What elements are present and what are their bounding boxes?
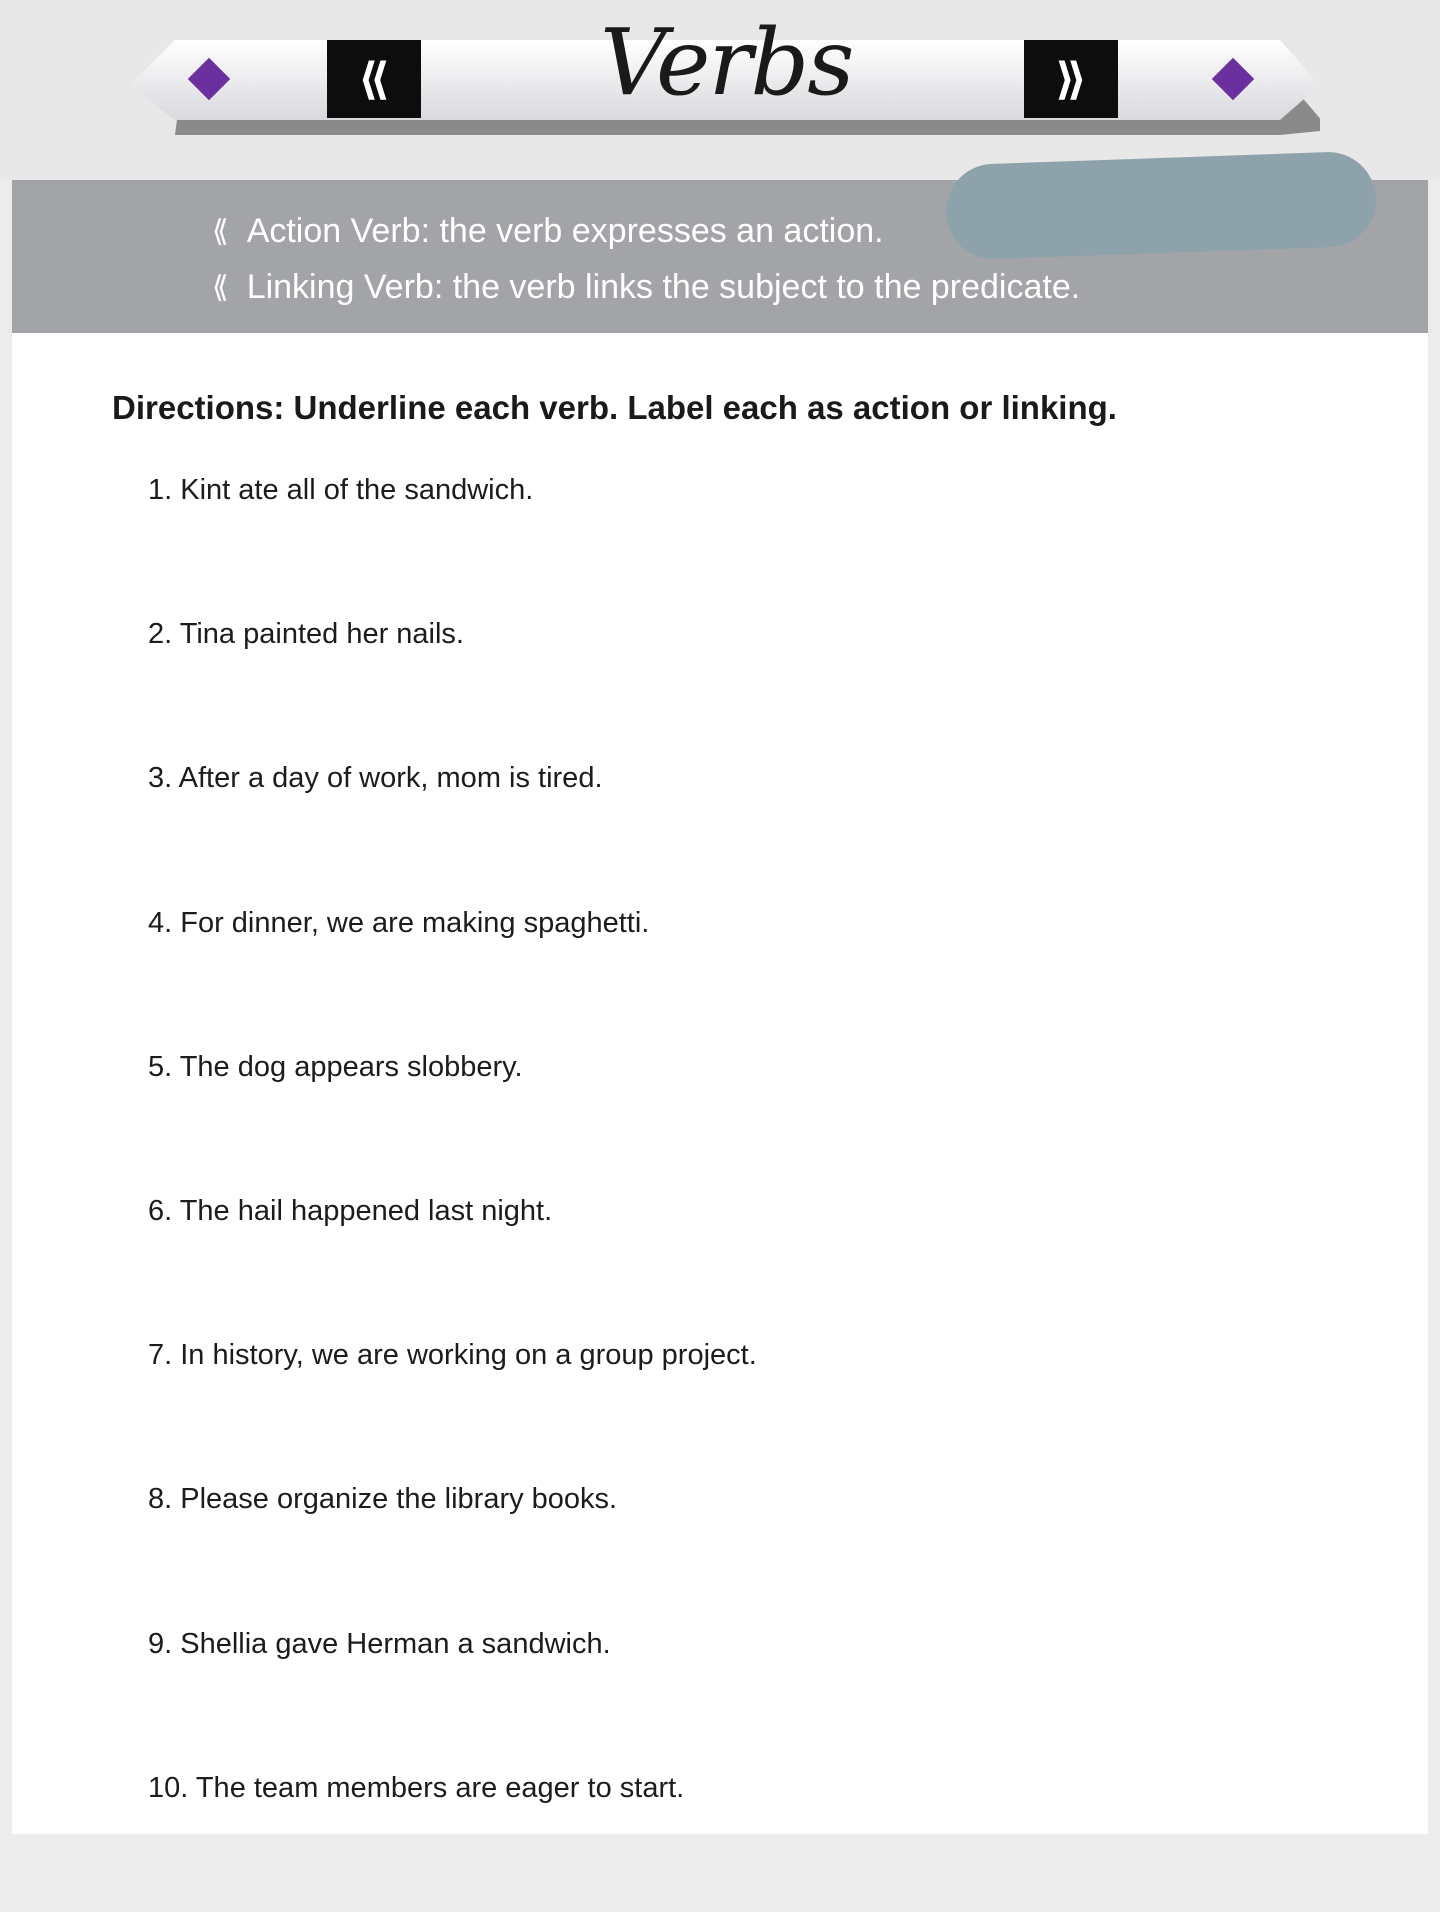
question-item: 5. The dog appears slobbery. bbox=[148, 1050, 523, 1083]
definition-text: Linking Verb: the verb links the subject to the predicate. bbox=[246, 268, 1081, 306]
chevron-right-icon: ⟫ bbox=[1024, 40, 1118, 118]
question-item: 8. Please organize the library books. bbox=[148, 1483, 618, 1516]
question-item: 3. After a day of work, mom is tired. bbox=[148, 762, 603, 795]
page-title: Verbs bbox=[600, 9, 853, 116]
question-item: 6. The hail happened last night. bbox=[148, 1194, 553, 1227]
definition-text: Action Verb: the verb expresses an action. bbox=[246, 212, 884, 250]
question-list bbox=[148, 470, 757, 1912]
chevron-left-icon: ⟪ bbox=[327, 40, 421, 118]
question-item: 2. Tina painted her nails. bbox=[148, 618, 464, 651]
directions-text: Directions: Underline each verb. Label each as action or linking. bbox=[112, 389, 1117, 426]
question-item: 9. Shellia gave Herman a sandwich. bbox=[148, 1627, 611, 1660]
question-item: 1. Kint ate all of the sandwich. bbox=[148, 474, 534, 506]
question-item: 7. In history, we are working on a group project. bbox=[148, 1339, 757, 1372]
bullet-icon: ⟪ bbox=[212, 214, 229, 249]
question-item: 10. The team members are eager to start. bbox=[148, 1771, 685, 1804]
definition-action bbox=[212, 212, 884, 251]
definition-linking bbox=[212, 268, 1080, 307]
bullet-icon: ⟪ bbox=[212, 270, 229, 305]
redaction-mark bbox=[944, 151, 1377, 261]
question-item: 4. For dinner, we are making spaghetti. bbox=[148, 906, 650, 939]
